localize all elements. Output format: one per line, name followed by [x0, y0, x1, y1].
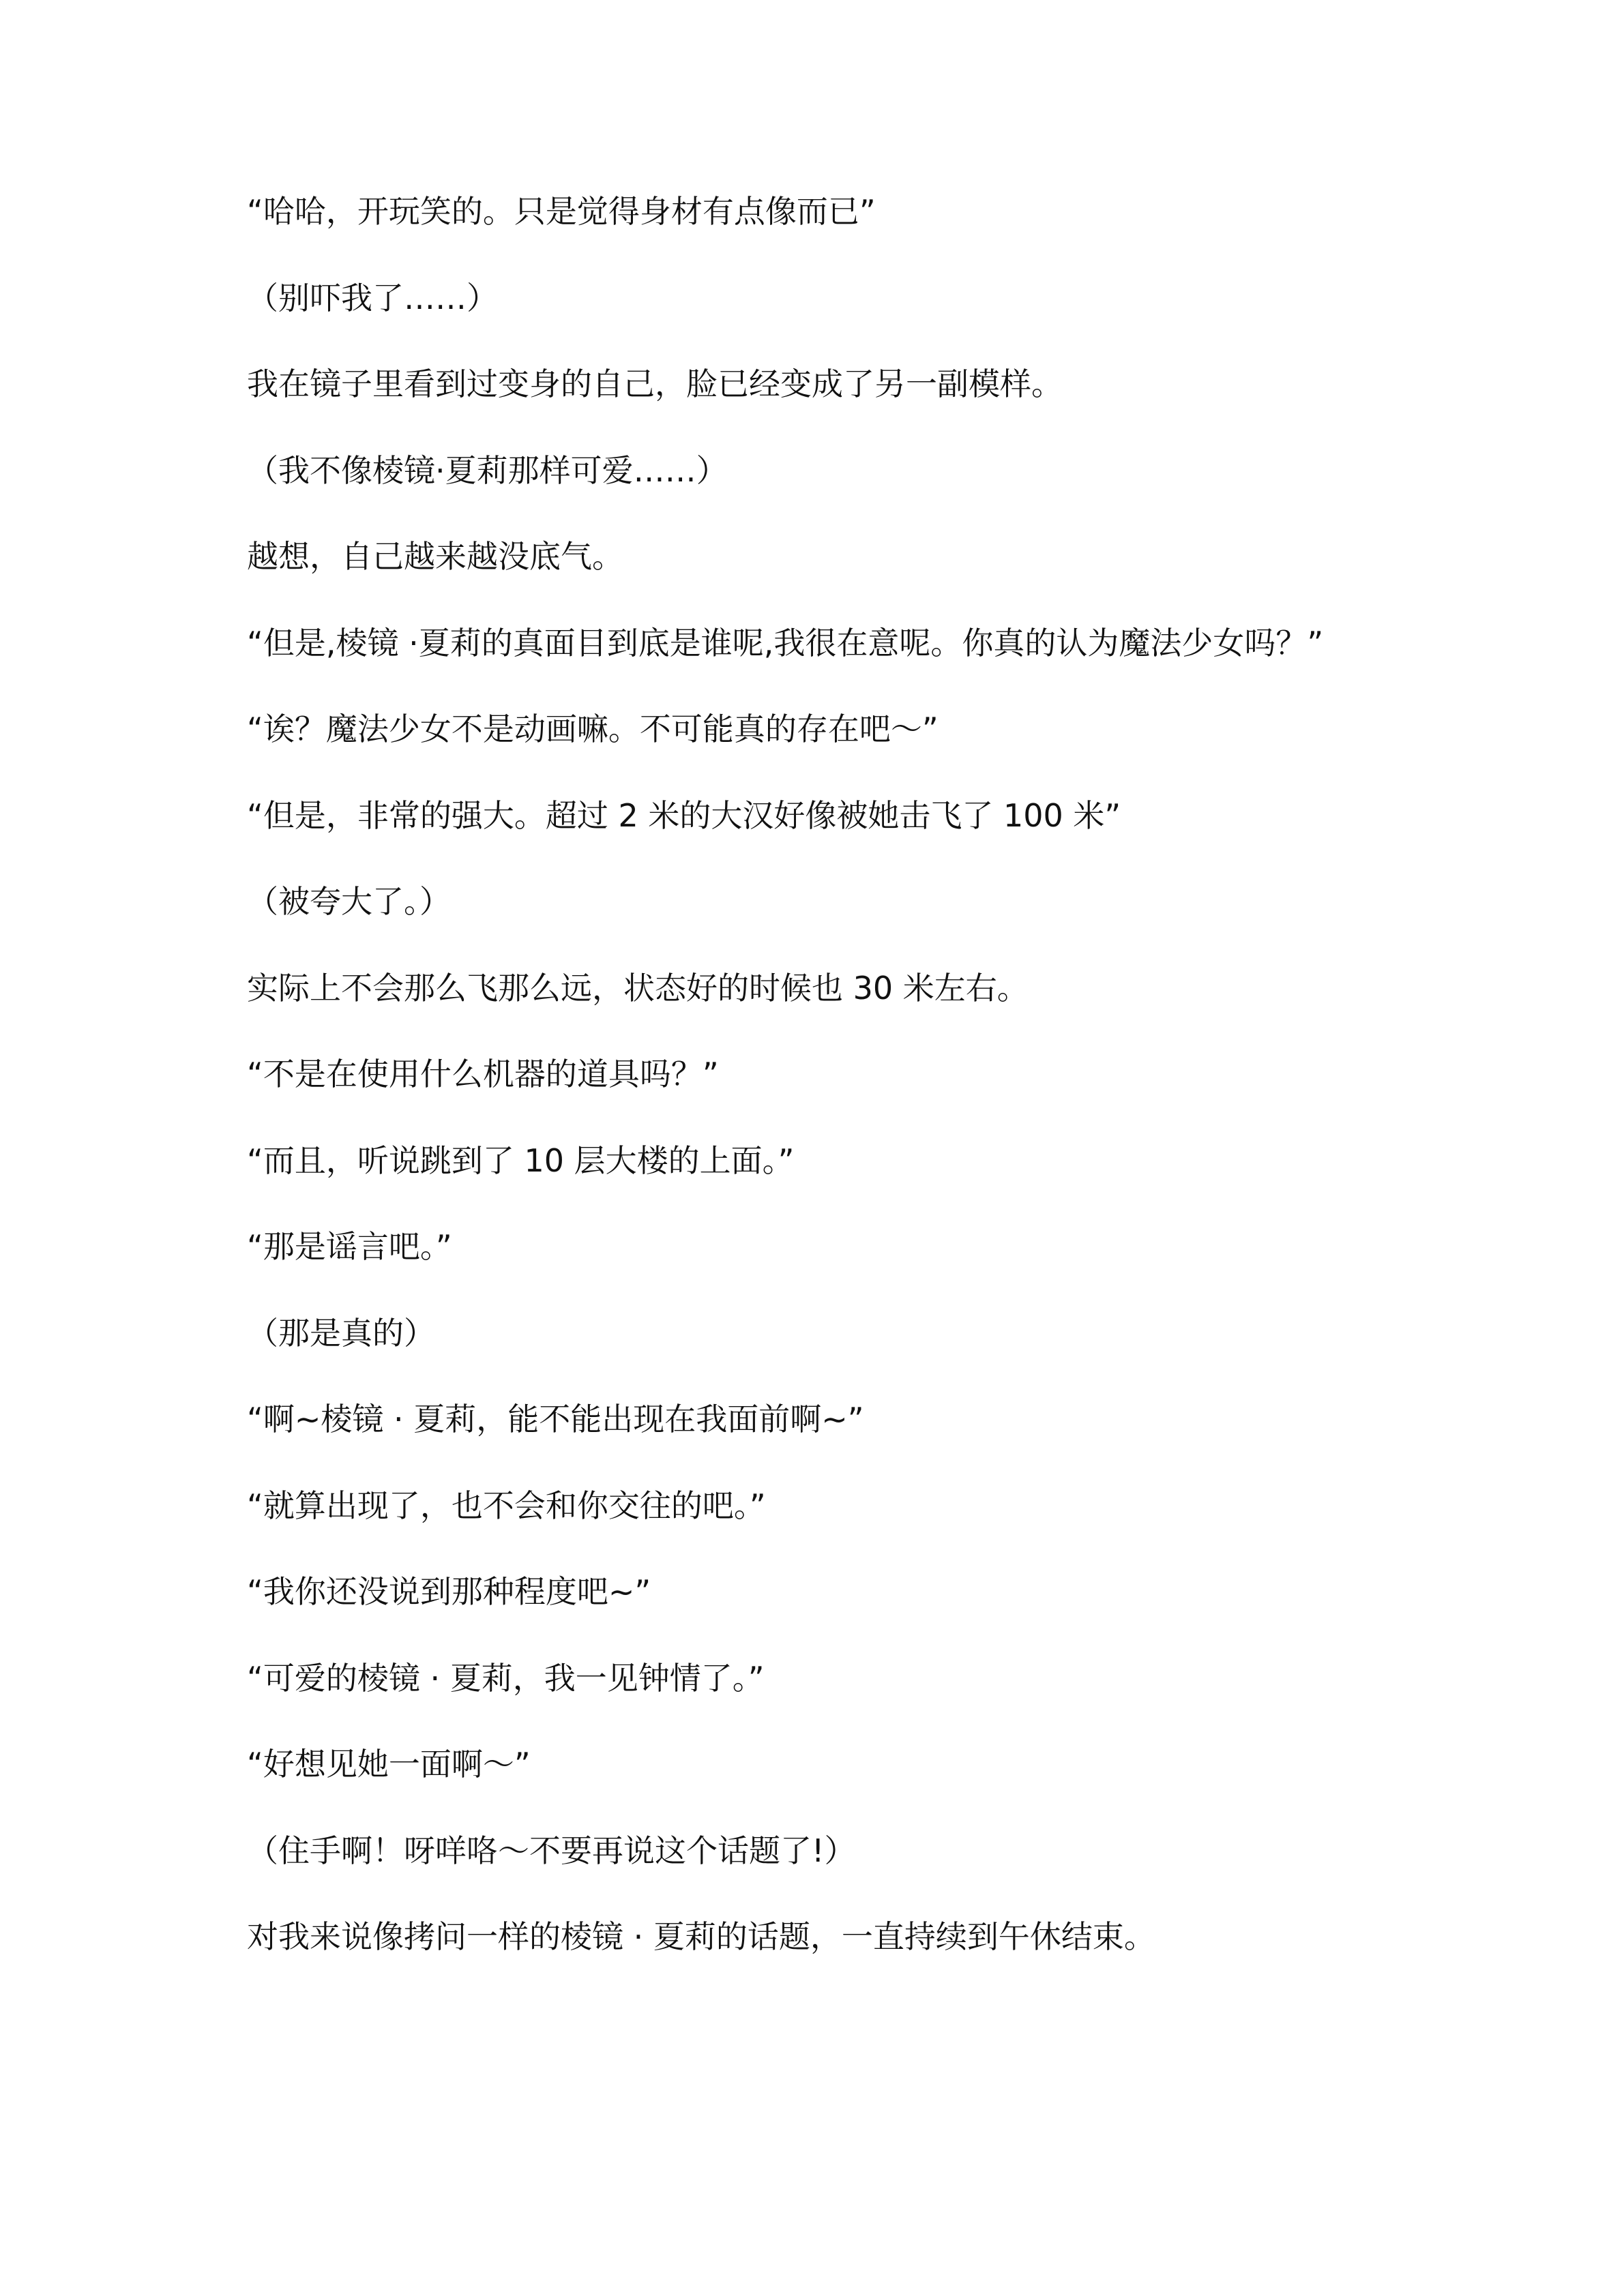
- text-body: [247, 192, 1475, 2004]
- paragraph: “而且，听说跳到了 10 层大楼的上面。”: [247, 1142, 795, 1179]
- paragraph: 对我来说像拷问一样的棱镜 · 夏莉的话题，一直持续到午休结束。: [247, 1918, 1155, 1955]
- paragraph: “啊~棱镜 · 夏莉，能不能出现在我面前啊~”: [247, 1401, 864, 1437]
- paragraph: “可爱的棱镜 · 夏莉，我一见钟情了。”: [247, 1659, 765, 1697]
- paragraph: “哈哈，开玩笑的。只是觉得身材有点像而已”: [247, 193, 876, 230]
- paragraph: “好想见她一面啊～”: [247, 1746, 531, 1783]
- paragraph: 实际上不会那么飞那么远，状态好的时候也 30 米左右。: [247, 969, 1029, 1007]
- paragraph: （别吓我了……）: [247, 279, 498, 316]
- paragraph: 越想，自己越来越没底气。: [247, 538, 623, 575]
- paragraph: “但是，非常的强大。超过 2 米的大汉好像被她击飞了 100 米”: [247, 796, 1121, 834]
- paragraph: “那是谣言吧。”: [247, 1228, 452, 1265]
- paragraph: （被夸大了。）: [247, 883, 451, 920]
- paragraph: “诶？魔法少女不是动画嘛。不可能真的存在吧～”: [247, 711, 939, 747]
- paragraph: “不是在使用什么机器的道具吗？”: [247, 1056, 719, 1092]
- paragraph: （我不像棱镜·夏莉那样可爱……）: [247, 451, 728, 489]
- paragraph: （住手啊！呀咩咯～不要再说这个话题了!）: [247, 1832, 856, 1869]
- paragraph: “就算出现了，也不会和你交往的吧。”: [247, 1487, 766, 1524]
- paragraph: （那是真的）: [247, 1314, 435, 1352]
- paragraph: “但是,棱镜 ·夏莉的真面目到底是谁呢,我很在意呢。你真的认为魔法少女吗？”: [247, 624, 1324, 661]
- paragraph: “我你还没说到那种程度吧~”: [247, 1573, 651, 1610]
- paragraph: 我在镜子里看到过变身的自己，脸已经变成了另一副模样。: [247, 366, 1063, 402]
